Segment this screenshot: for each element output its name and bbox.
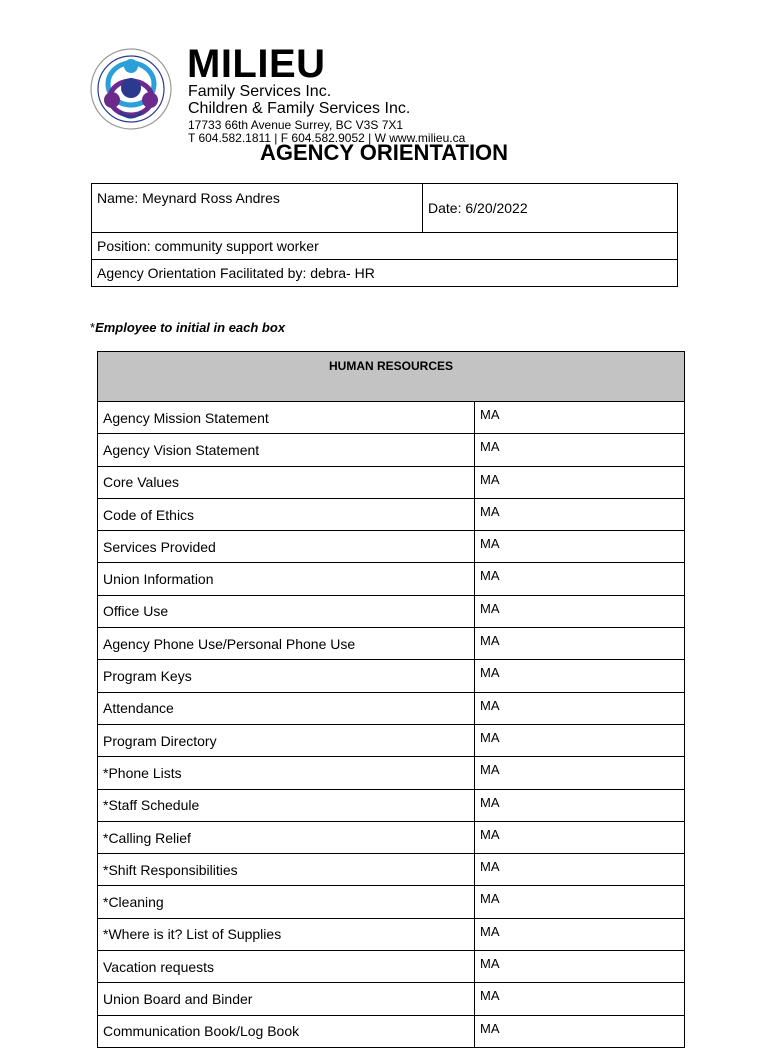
address: 17733 66th Avenue Surrey, BC V3S 7X1 (188, 118, 404, 132)
table-row (98, 886, 685, 918)
brand-name: MILIEU (187, 42, 326, 86)
human-resources-table (97, 351, 685, 1048)
letterhead (188, 44, 465, 144)
table-row (98, 531, 685, 563)
employee-initial: MA (475, 983, 685, 1015)
orientation-item: Union Board and Binder (98, 983, 475, 1015)
table-row (98, 498, 685, 530)
employee-initial: MA (475, 402, 685, 434)
employee-initial: MA (475, 531, 685, 563)
employee-initial: MA (475, 563, 685, 595)
table-row (98, 757, 685, 789)
orientation-item: Core Values (98, 466, 475, 498)
orientation-item: Agency Phone Use/Personal Phone Use (98, 628, 475, 660)
instruction-note (90, 320, 285, 335)
table-row (98, 660, 685, 692)
orientation-item: Program Directory (98, 724, 475, 756)
orientation-item: Attendance (98, 692, 475, 724)
employee-initial: MA (475, 498, 685, 530)
contact-info: T 604.582.1811 | F 604.582.9052 | W www.milieu.ca (188, 131, 466, 145)
table-header: HUMAN RESOURCES (98, 352, 685, 402)
table-row (98, 789, 685, 821)
employee-initial: MA (475, 918, 685, 950)
table-row (98, 1015, 685, 1047)
orientation-item: Union Information (98, 563, 475, 595)
orientation-item: *Shift Responsibilities (98, 854, 475, 886)
employee-initial: MA (475, 660, 685, 692)
employee-initial: MA (475, 724, 685, 756)
employee-initial: MA (475, 434, 685, 466)
table-row (98, 692, 685, 724)
orientation-item: *Staff Schedule (98, 789, 475, 821)
instruction-text: Employee to initial in each box (95, 320, 286, 335)
brand-subtitle-2: Children & Family Services Inc. (188, 100, 411, 117)
table-row (98, 918, 685, 950)
employee-initial: MA (475, 854, 685, 886)
position-field: Position: community support worker (92, 233, 678, 260)
table-row (98, 724, 685, 756)
orientation-item: Vacation requests (98, 951, 475, 983)
date-field: Date: 6/20/2022 (423, 184, 678, 233)
table-row (98, 983, 685, 1015)
employee-initial: MA (475, 692, 685, 724)
milieu-logo (90, 48, 172, 130)
employee-initial: MA (475, 757, 685, 789)
employee-initial: MA (475, 595, 685, 627)
orientation-item: Agency Vision Statement (98, 434, 475, 466)
table-row (98, 434, 685, 466)
employee-initial: MA (475, 466, 685, 498)
orientation-item: Agency Mission Statement (98, 402, 475, 434)
orientation-item: Communication Book/Log Book (98, 1015, 475, 1047)
employee-initial: MA (475, 789, 685, 821)
table-row (98, 951, 685, 983)
facilitator-field: Agency Orientation Facilitated by: debra- HR (92, 260, 678, 287)
employee-initial: MA (475, 628, 685, 660)
table-row (98, 563, 685, 595)
orientation-item: *Calling Relief (98, 821, 475, 853)
orientation-item: *Cleaning (98, 886, 475, 918)
orientation-item: Code of Ethics (98, 498, 475, 530)
orientation-item: *Phone Lists (98, 757, 475, 789)
table-row (98, 595, 685, 627)
table-row (98, 821, 685, 853)
employee-initial: MA (475, 821, 685, 853)
table-row (98, 628, 685, 660)
orientation-item: Office Use (98, 595, 475, 627)
orientation-item: Program Keys (98, 660, 475, 692)
employee-initial: MA (475, 1015, 685, 1047)
instruction-asterisk: * (90, 320, 96, 335)
brand-subtitle-1: Family Services Inc. (188, 83, 332, 100)
employee-initial: MA (475, 886, 685, 918)
orientation-item: *Where is it? List of Supplies (98, 918, 475, 950)
orientation-item: Services Provided (98, 531, 475, 563)
employee-info-table (91, 183, 678, 287)
table-row (98, 402, 685, 434)
name-field: Name: Meynard Ross Andres (92, 184, 423, 233)
table-row (98, 854, 685, 886)
page-title: AGENCY ORIENTATION (259, 140, 509, 165)
table-row (98, 466, 685, 498)
employee-initial: MA (475, 951, 685, 983)
